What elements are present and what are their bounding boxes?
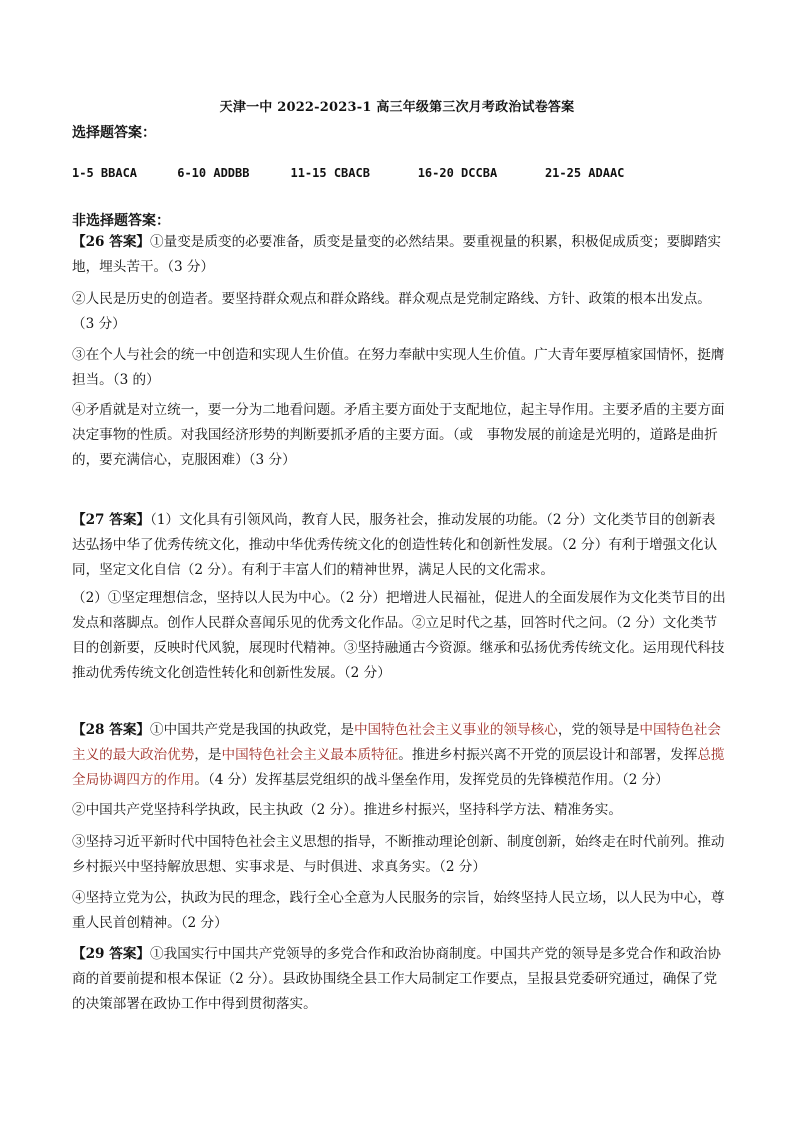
q29-tag: 【29 答案】 — [72, 946, 151, 962]
q28-highlight: 总揽全局协调四方的作用 — [72, 747, 725, 788]
q28-text: ，是 — [194, 747, 222, 763]
q26-paragraph-1 — [72, 230, 726, 280]
q26-paragraph-3: ③在个人与社会的统一中创造和实现人生价值。在努力奉献中实现人生价值。广大青年要厚植家国情怀，挺膺担当。（3 的） — [72, 347, 725, 388]
q28-paragraph-2: ②中国共产党坚持科学执政，民主执政（2 分）。推进乡村振兴，坚持科学方法、精准务实。 — [72, 802, 622, 818]
q28-highlight: 中国特色社会主义的最大政治优势 — [72, 722, 721, 763]
q28-text: 。（4 分）发挥基层党组织的战斗堡垒作用，发挥党员的先锋模范作用。（2 分） — [194, 772, 669, 788]
q26-paragraph-4: ④矛盾就是对立统一，要一分为二地看问题。矛盾主要方面处于支配地位，起主导作用。主要矛盾的主要方面决定事物的性质。对我国经济形势的判断要抓矛盾的主要方面。（或 事物发展的前途是光明的，道路是曲折的，要充满信心，克服困难）（3 分） — [72, 402, 725, 468]
q28-paragraph-3: ③坚持习近平新时代中国特色社会主义思想的指导，不断推动理论创新、制度创新，始终走在时代前列。推动乡村振兴中坚持解放思想、实事求是、与时俱进、求真务实。（2 分） — [72, 834, 725, 875]
q28-paragraph-4: ④坚持立党为公，执政为民的理念，践行全心全意为人民服务的宗旨，始终坚持人民立场，以人民为中心，尊重人民首创精神。（2 分） — [72, 890, 725, 931]
choice-answers-row — [72, 166, 624, 180]
choice-section-label: 选择题答案： — [72, 125, 156, 141]
q27-text-1: （1）文化具有引领风尚，教育人民，服务社会，推动发展的功能。（2 分）文化类节目的创新表达弘扬中华了优秀传统文化，推动中华优秀传统文化的创造性转化和创新性发展。（2 分）有利于增强文化认同，坚定文化自信（2 分）。有利于丰富人们的精神世界，满足人民的文化需求。 — [72, 512, 718, 578]
q26-text-1: ①量变是质变的必要准备，质变是量变的必然结果。要重视量的积累，积极促成质变；要脚踏实地，埋头苦干。（3 分） — [72, 234, 721, 275]
q26-tag: 【26 答案】 — [72, 234, 151, 250]
q27-paragraph-2: （2）①坚定理想信念，坚持以人民为中心。（2 分）把增进人民福祉，促进人的全面发展作为文化类节目的出发点和落脚点。创作人民群众喜闻乐见的优秀文化作品。②立足时代之基，回答时代之问。（2 分）文化类节目的创新要，反映时代风貌，展现时代精神。③坚持融通古今资源。继承和弘扬优秀传统文化。运用现代科技推动优秀传统文化创造性转化和创新性发展。（2 分） — [72, 590, 726, 681]
q28-text: ，党的领导是 — [557, 722, 640, 738]
choice-answer-group: 6-10 ADDBB — [177, 166, 250, 180]
q29-paragraph-1 — [72, 942, 726, 1017]
nonchoice-section-label: 非选择题答案： — [72, 213, 170, 229]
q28-paragraph-1 — [72, 718, 726, 793]
q27-tag: 【27 答案】 — [72, 512, 151, 528]
choice-answer-group: 1-5 BBACA — [72, 166, 138, 180]
q28-highlight: 中国特色社会主义最本质特征 — [221, 747, 399, 763]
q28-text: 。推进乡村振兴离不开党的顶层设计和部署，发挥 — [398, 747, 698, 763]
q28-tag: 【28 答案】 — [72, 722, 151, 738]
choice-answer-group: 11-15 CBACB — [290, 166, 370, 180]
q26-paragraph-2: ②人民是历史的创造者。要坚持群众观点和群众路线。群众观点是党制定路线、方针、政策的根本出发点。（3 分） — [72, 291, 711, 332]
choice-answer-group: 21-25 ADAAC — [544, 166, 625, 180]
q29-text-1: ①我国实行中国共产党领导的多党合作和政治协商制度。中国共产党的领导是多党合作和政治协商的首要前提和根本保证（2 分）。县政协围绕全县工作大局制定工作要点，呈报县党委研究通过，确保了党的决策部署在政协工作中得到贯彻落实。 — [72, 946, 721, 1012]
q28-text: ①中国共产党是我国的执政党，是 — [150, 722, 354, 738]
page-title: 天津一中 2022-2023-1 高三年级第三次月考政治试卷答案 — [219, 100, 575, 115]
choice-answer-group: 16-20 DCCBA — [417, 166, 498, 180]
q28-highlight: 中国特色社会主义事业的领导核心 — [353, 722, 558, 738]
q27-paragraph-1 — [72, 508, 726, 583]
